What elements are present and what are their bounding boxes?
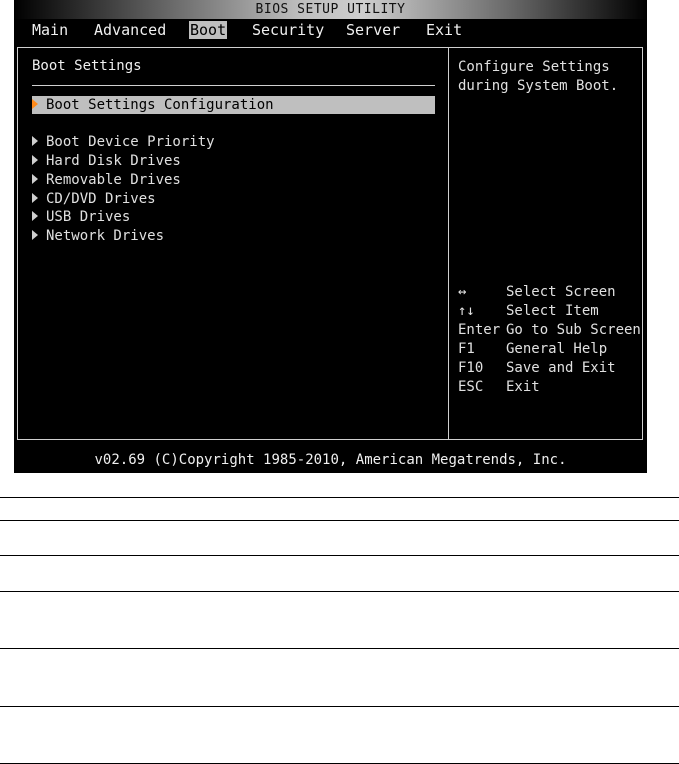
key-row: [458, 283, 641, 302]
triangle-right-icon: [32, 193, 38, 203]
menu-bar: [14, 19, 647, 41]
key-name: F1: [458, 341, 475, 357]
table-rule: [0, 520, 679, 521]
item-hard-disk-drives[interactable]: Hard Disk Drives: [32, 152, 435, 170]
menu-main[interactable]: Main: [32, 21, 69, 39]
key-name: Enter: [458, 322, 501, 338]
key-action: Go to Sub Screen: [506, 322, 641, 338]
key-action: Exit: [506, 379, 540, 395]
help-line: Configure Settings: [458, 59, 610, 75]
item-boot-settings-configuration[interactable]: Boot Settings Configuration: [32, 96, 435, 114]
help-text: [458, 58, 638, 96]
table-rule: [0, 591, 679, 592]
triangle-right-icon: [32, 211, 38, 221]
bios-screen: [14, 0, 647, 473]
item-usb-drives[interactable]: USB Drives: [32, 208, 435, 226]
triangle-right-icon: [32, 155, 38, 165]
copyright-footer: v02.69 (C)Copyright 1985-2010, American Megatrends, Inc.: [94, 452, 567, 468]
triangle-right-icon: [32, 99, 38, 109]
key-row: [458, 302, 641, 321]
item-removable-drives[interactable]: Removable Drives: [32, 171, 435, 189]
item-cd-dvd-drives[interactable]: CD/DVD Drives: [32, 190, 435, 208]
panel-divider: [448, 48, 449, 439]
menu-boot[interactable]: Boot: [190, 21, 227, 39]
section-title: Boot Settings: [32, 58, 142, 74]
key-name: ↔: [458, 284, 467, 300]
menu-advanced[interactable]: Advanced: [94, 21, 167, 39]
help-line: during System Boot.: [458, 78, 619, 94]
key-name: ↑↓: [458, 303, 475, 319]
menu-exit[interactable]: Exit: [426, 21, 463, 39]
key-action: General Help: [506, 341, 608, 357]
key-row: [458, 378, 641, 397]
triangle-right-icon: [32, 174, 38, 184]
key-name: ESC: [458, 379, 484, 395]
key-legend: [458, 283, 641, 397]
table-rule: [0, 648, 679, 649]
table-rule: [0, 706, 679, 707]
menu-server[interactable]: Server: [346, 21, 401, 39]
triangle-right-icon: [32, 230, 38, 240]
key-action: Save and Exit: [506, 360, 616, 376]
table-rule: [0, 497, 679, 498]
table-rule: [0, 555, 679, 556]
key-action: Select Screen: [506, 284, 616, 300]
bios-title: BIOS SETUP UTILITY: [14, 0, 647, 19]
item-network-drives[interactable]: Network Drives: [32, 227, 435, 245]
key-row: [458, 321, 641, 340]
triangle-right-icon: [32, 136, 38, 146]
section-divider: [32, 85, 435, 86]
key-row: [458, 340, 641, 359]
menu-security[interactable]: Security: [252, 21, 325, 39]
key-row: [458, 359, 641, 378]
item-boot-device-priority[interactable]: Boot Device Priority: [32, 133, 435, 151]
content-frame: [17, 47, 643, 440]
key-action: Select Item: [506, 303, 599, 319]
key-name: F10: [458, 360, 484, 376]
